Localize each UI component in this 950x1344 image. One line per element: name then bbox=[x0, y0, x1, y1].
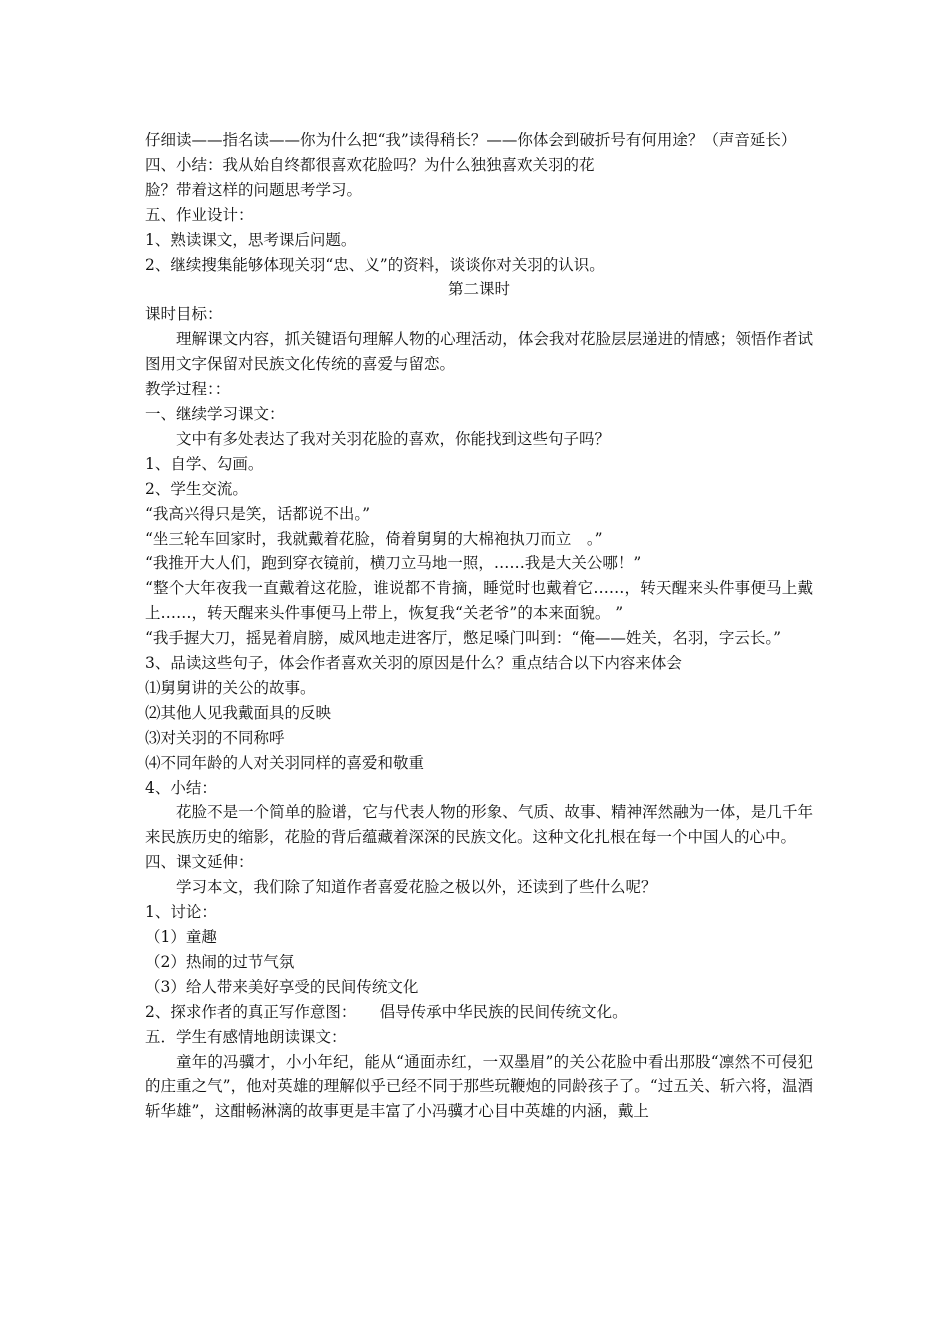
closing-paragraph: 童年的冯骥才，小小年纪，能从“通面赤红，一双墨眉”的关公花脸中看出那股“凛然不可侵犯的庄重之气”，他对英雄的理解似乎已经不同于那些玩鞭炮的同龄孩子了。“过五关、斩六将，温酒斩华雄”，这酣畅淋漓的故事更是丰富了小冯骥才心目中英雄的内涵，戴上 bbox=[145, 1052, 813, 1121]
document-page bbox=[145, 128, 813, 1124]
quote-line: “坐三轮车回家时，我就戴着花脸，倚着舅舅的大棉袍执刀而立 。” bbox=[145, 529, 603, 548]
list-item: 1、自学、勾画。 bbox=[145, 454, 264, 473]
list-item: 2、学生交流。 bbox=[145, 479, 248, 498]
quote-paragraph: “我手握大刀，摇晃着肩膀，威风地走进客厅，憋足嗓门叫到：“俺——姓关，名羽，字云长。” bbox=[145, 629, 782, 648]
sub-item: （1）童趣 bbox=[145, 928, 217, 946]
paragraph: 仔细读——指名读——你为什么把“我”读得稍长？——你体会到破折号有何用途？（声音延长） bbox=[145, 131, 797, 149]
process-label: 教学过程：： bbox=[145, 380, 231, 399]
sub-item: （3）给人带来美好享受的民间传统文化 bbox=[145, 977, 419, 996]
section-extension: 四、课文延伸： bbox=[145, 853, 254, 872]
paragraph: 文中有多处表达了我对关羽花脸的喜欢，你能找到这些句子吗？ bbox=[176, 429, 611, 448]
section-summary: 四、小结：我从始自终都很喜欢花脸吗？为什么独独喜欢关羽的花 bbox=[145, 155, 595, 174]
list-item: 1、熟读课文，思考课后问题。 bbox=[145, 230, 357, 249]
lesson-heading: 第二课时 bbox=[447, 280, 510, 299]
quote-line: “我高兴得只是笑，话都说不出。” bbox=[145, 504, 371, 523]
summary-paragraph: 花脸不是一个简单的脸谱，它与代表人物的形象、气质、故事、精神浑然融为一体，是几千年来民族历史的缩影，花脸的背后蕴藏着深深的民族文化。这种文化扎根在每一个中国人的心中。 bbox=[145, 803, 813, 847]
paragraph: 学习本文，我们除了知道作者喜爱花脸之极以外，还读到了些什么呢？ bbox=[176, 878, 657, 897]
sub-item: ⑶对关羽的不同称呼 bbox=[145, 728, 285, 747]
objectives-label: 课时目标： bbox=[145, 305, 223, 324]
text-line: 脸？带着这样的问题思考学习。 bbox=[145, 180, 363, 199]
sub-item: ⑵其他人见我戴面具的反映 bbox=[145, 703, 332, 722]
section-homework: 五、作业设计： bbox=[145, 205, 254, 224]
list-item: 3、品读这些句子，体会作者喜欢关羽的原因是什么？重点结合以下内容来体会 bbox=[145, 654, 682, 673]
list-item: 1、讨论： bbox=[145, 903, 217, 922]
section-continue: 一、继续学习课文： bbox=[145, 404, 285, 423]
quote-line: “我推开大人们，跑到穿衣镜前，横刀立马地一照，……我是大关公哪！” bbox=[145, 554, 642, 573]
sub-item: ⑷不同年龄的人对关羽同样的喜爱和敬重 bbox=[145, 753, 425, 772]
section-reading: 五．学生有感情地朗读课文： bbox=[145, 1027, 347, 1046]
list-item: 2、探求作者的真正写作意图： 倡导传承中华民族的民间传统文化。 bbox=[145, 1002, 628, 1021]
quote-paragraph: “整个大年夜我一直戴着这花脸，谁说都不肯摘，睡觉时也戴着它……，转天醒来头件事便马上戴上……，转天醒来头件事便马上带上，恢复我“关老爷”的本来面貌。 ” bbox=[145, 579, 813, 623]
sub-item: （2）热闹的过节气氛 bbox=[145, 952, 295, 971]
objectives-paragraph: 理解课文内容，抓关键语句理解人物的心理活动，体会我对花脸层层递进的情感；领悟作者试图用文字保留对民族文化传统的喜爱与留恋。 bbox=[145, 330, 813, 374]
list-item: 4、小结： bbox=[145, 778, 217, 797]
list-item: 2、继续搜集能够体现关羽“忠、义”的资料，谈谈你对关羽的认识。 bbox=[145, 255, 605, 274]
sub-item: ⑴舅舅讲的关公的故事。 bbox=[145, 678, 316, 697]
